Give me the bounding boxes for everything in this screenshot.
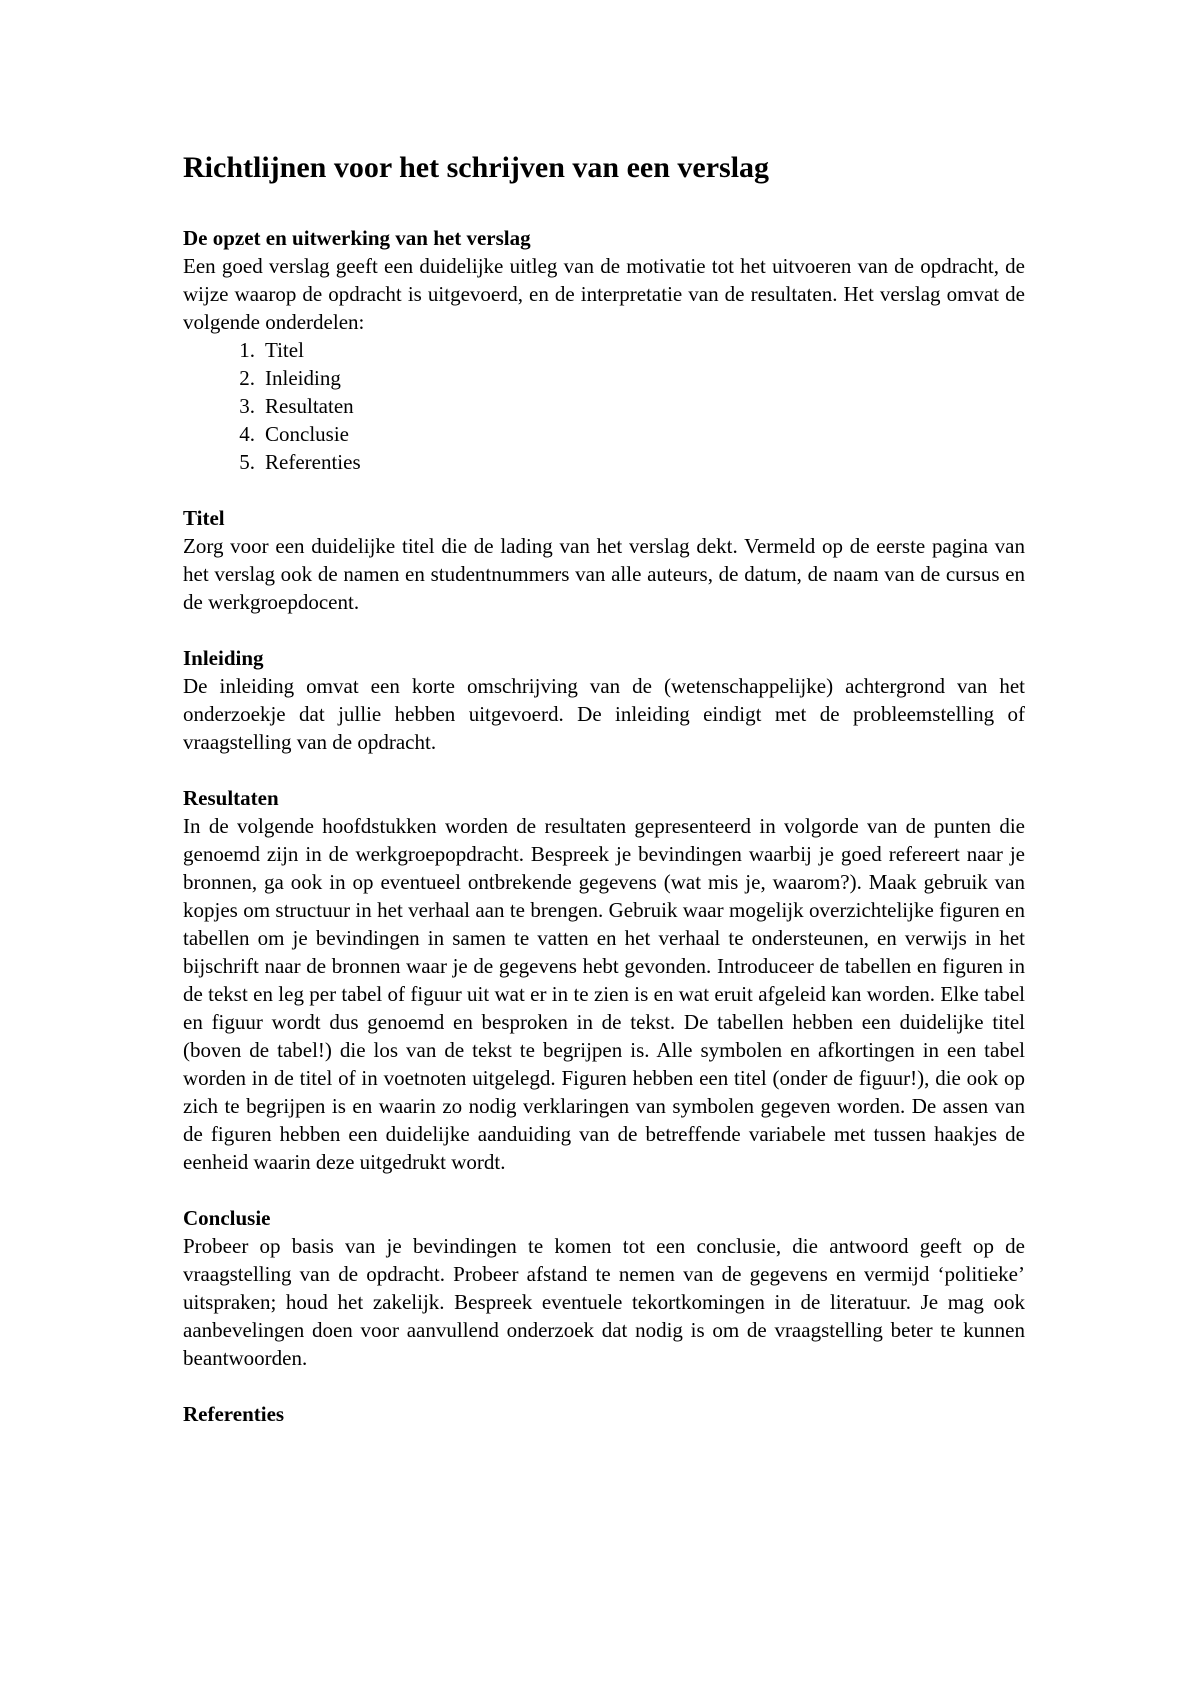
list-item-label: Resultaten — [265, 394, 354, 418]
section-heading-resultaten: Resultaten — [183, 786, 279, 810]
list-item-number: 2. — [239, 366, 255, 390]
list-item — [183, 392, 1025, 420]
section-referenties — [183, 1400, 1025, 1428]
section-heading-titel: Titel — [183, 506, 225, 530]
section-heading-referenties: Referenties — [183, 1402, 285, 1426]
spacer — [183, 476, 1025, 504]
list-item-label: Inleiding — [265, 366, 341, 390]
list-item-label: Conclusie — [265, 422, 349, 446]
spacer — [183, 616, 1025, 644]
list-item-number: 5. — [239, 450, 255, 474]
list-item — [183, 448, 1025, 476]
list-item — [183, 336, 1025, 364]
section-heading-opzet: De opzet en uitwerking van het verslag — [183, 226, 531, 250]
spacer — [183, 188, 1025, 224]
list-item-number: 1. — [239, 338, 255, 362]
spacer — [183, 756, 1025, 784]
section-heading-conclusie: Conclusie — [183, 1206, 271, 1230]
section-titel — [183, 504, 1025, 616]
section-body-conclusie: Probeer op basis van je bevindingen te komen tot een conclusie, die antwoord geeft op de vraagstelling van de opdracht. Probeer afstand te nemen van de gegevens en vermijd ‘politieke’ uitspraken; houd het zakelijk. Bespreek eventuele tekortkomingen in de literatuur. Je mag ook aanbevelingen doen voor aanvullend onderzoek dat nodig is om de vraagstelling beter te kunnen beantwoorden. — [183, 1234, 1025, 1370]
list-item-label: Referenties — [265, 450, 361, 474]
list-item — [183, 420, 1025, 448]
section-inleiding — [183, 644, 1025, 756]
section-heading-inleiding: Inleiding — [183, 646, 264, 670]
list-item-number: 4. — [239, 422, 255, 446]
section-body-resultaten: In de volgende hoofdstukken worden de resultaten gepresenteerd in volgorde van de punten die genoemd zijn in de werkgroepopdracht. Bespreek je bevindingen waarbij je goed refereert naar je bronnen, ga ook in op eventueel ontbrekende gegevens (wat mis je, waarom?). Maak gebruik van kopjes om structuur in het verhaal aan te brengen. Gebruik waar mogelijk overzichtelijke figuren en tabellen om je bevindingen in samen te vatten en het verhaal te ondersteunen, en verwijs in het bijschrift naar de bronnen waar je de gegevens hebt gevonden. Introduceer de tabellen en figuren in de tekst en leg per tabel of figuur uit wat er in te zien is en wat eruit afgeleid kan worden. Elke tabel en figuur wordt dus genoemd en besproken in de tekst. De tabellen hebben een duidelijke titel (boven de tabel!) die los van de tekst te begrijpen is. Alle symbolen en afkortingen in een tabel worden in de titel of in voetnoten uitgelegd. Figuren hebben een titel (onder de figuur!), die ook op zich te begrijpen is en waarin zo nodig verklaringen van symbolen gegeven worden. De assen van de figuren hebben een duidelijke aanduiding van de betreffende variabele met tussen haakjes de eenheid waarin deze uitgedrukt wordt. — [183, 814, 1025, 1174]
list-item — [183, 364, 1025, 392]
section-opzet — [183, 224, 1025, 476]
parts-list — [183, 336, 1025, 476]
section-resultaten — [183, 784, 1025, 1176]
section-body-titel: Zorg voor een duidelijke titel die de lading van het verslag dekt. Vermeld op de eerste pagina van het verslag ook de namen en studentnummers van alle auteurs, de datum, de naam van de cursus en de werkgroepdocent. — [183, 534, 1025, 614]
section-conclusie — [183, 1204, 1025, 1372]
spacer — [183, 1176, 1025, 1204]
document-page — [183, 148, 1025, 1428]
spacer — [183, 1372, 1025, 1400]
list-item-number: 3. — [239, 394, 255, 418]
page-title: Richtlijnen voor het schrijven van een verslag — [183, 151, 770, 184]
section-body-inleiding: De inleiding omvat een korte omschrijving van de (wetenschappelijke) achtergrond van het onderzoekje dat jullie hebben uitgevoerd. De inleiding eindigt met de probleemstelling of vraagstelling van de opdracht. — [183, 674, 1025, 754]
list-item-label: Titel — [265, 338, 304, 362]
section-body-opzet: Een goed verslag geeft een duidelijke uitleg van de motivatie tot het uitvoeren van de opdracht, de wijze waarop de opdracht is uitgevoerd, en de interpretatie van de resultaten. Het verslag omvat de volgende onderdelen: — [183, 254, 1025, 334]
